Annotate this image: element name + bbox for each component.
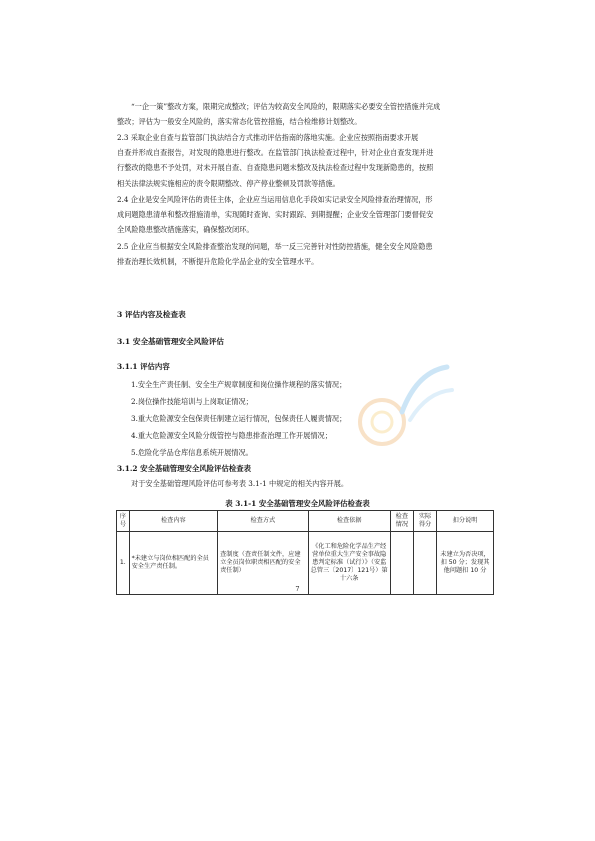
list-item: 2.岗位操作技能培训与上岗取证情况； [131,397,253,406]
text-line: 自查并形成自查报告，对发现的隐患进行整改。在监管部门执法检查过程中，针对企业自查发现并进 [117,148,434,158]
cell-method: 查制度（查责任制文件，应建立全员岗位职责相匹配的安全责任制） [218,532,309,595]
header-cell: 扣分说明 [437,511,494,532]
intro-text: 对于安全基础管理风险评估可参考表 3.1-1 中规定的相关内容开展。 [131,479,349,488]
list-item: 4.重大危险源安全风险分级管控与隐患排查治理工作开展情况； [131,431,332,440]
table-caption: 表 3.1-1 安全基础管理安全风险评估检查表 [225,499,370,508]
text-line: “一企一策”整改方案，限期完成整改；评估为较高安全风险的，限期落实必要安全管控措施并完成 [131,102,441,111]
text-line: 全风险隐患整改措施落实，确保整改闭环。 [117,225,254,235]
header-cell: 检查依据 [308,511,390,532]
header-cell: 检查方式 [218,511,309,532]
page-number: 7 [295,585,300,593]
list-item: 5.危险化学品仓库信息系统开展情况。 [131,448,253,457]
cell-basis: 《化工和危险化学品生产经营单位重大生产安全事故隐患判定标准（试行）》（安监总管三〔2017〕121号）第十六条 [308,532,390,595]
header-cell: 检查内容 [129,511,217,532]
paragraph-2 [117,130,489,191]
subsection-heading: 3.1 安全基础管理安全风险评估 [117,337,224,346]
watermark-logo-icon [342,352,462,462]
text-line: 2.4 企业是安全风险评估的责任主体，企业应当运用信息化手段如实记录安全风险排查治理情况，形 [117,195,433,204]
subsubsection-heading: 3.1.1 评估内容 [117,362,170,371]
text-line: 2.3 采取企业自查与监管部门执法结合方式推动评估指南的落地实施。企业应按照指南要求开展 [117,133,419,142]
list-item: 1.安全生产责任制、安全生产规章制度和岗位操作规程的落实情况； [131,380,347,389]
header-cell: 检查情况 [390,511,413,532]
text-line: 相关法律法规实施相应的责令限期整改、停产停业整顿及罚款等措施。 [117,178,340,188]
table-header-row [117,511,494,532]
checklist-table [116,510,494,595]
section-heading: 3 评估内容及检查表 [117,310,186,319]
cell-number: 1. [117,532,130,595]
cell-content: *未建立与岗位相匹配的全员安全生产责任制。 [129,532,217,595]
text-line: 成问题隐患清单和整改措施清单，实现随时查询、实时跟踪、到期提醒；企业安全管理部门要督促安 [117,210,434,220]
text-line: 排查治理长效机制，不断提升危险化学品企业的安全管理水平。 [117,257,319,267]
list-item: 3.重大危险源安全包保责任制建立运行情况，包保责任人履责情况； [131,414,347,423]
header-cell: 实际得分 [413,511,436,532]
text-line: 整改；评估为一般安全风险的，落实常态化管控措施，结合检维修计划整改。 [117,117,362,127]
text-line: 2.5 企业应当根据安全风险排查整治发现的问题，举一反三完善针对性防控措施，健全安全风险隐患 [117,242,433,251]
text-line: 行整改的隐患不予处罚，对未开展自查、自查隐患问题未整改及执法检查过程中发现新隐患的，按照 [117,163,434,173]
paragraph-4 [117,239,489,269]
cell-note: 未建立为否决项，扣 50 分；发现其他问题扣 10 分 [437,532,494,595]
paragraph-3 [117,192,489,238]
header-cell: 序号 [117,511,130,532]
paragraph-1 [117,99,489,129]
subsubsection-heading: 3.1.2 安全基础管理安全风险评估检查表 [117,464,252,473]
